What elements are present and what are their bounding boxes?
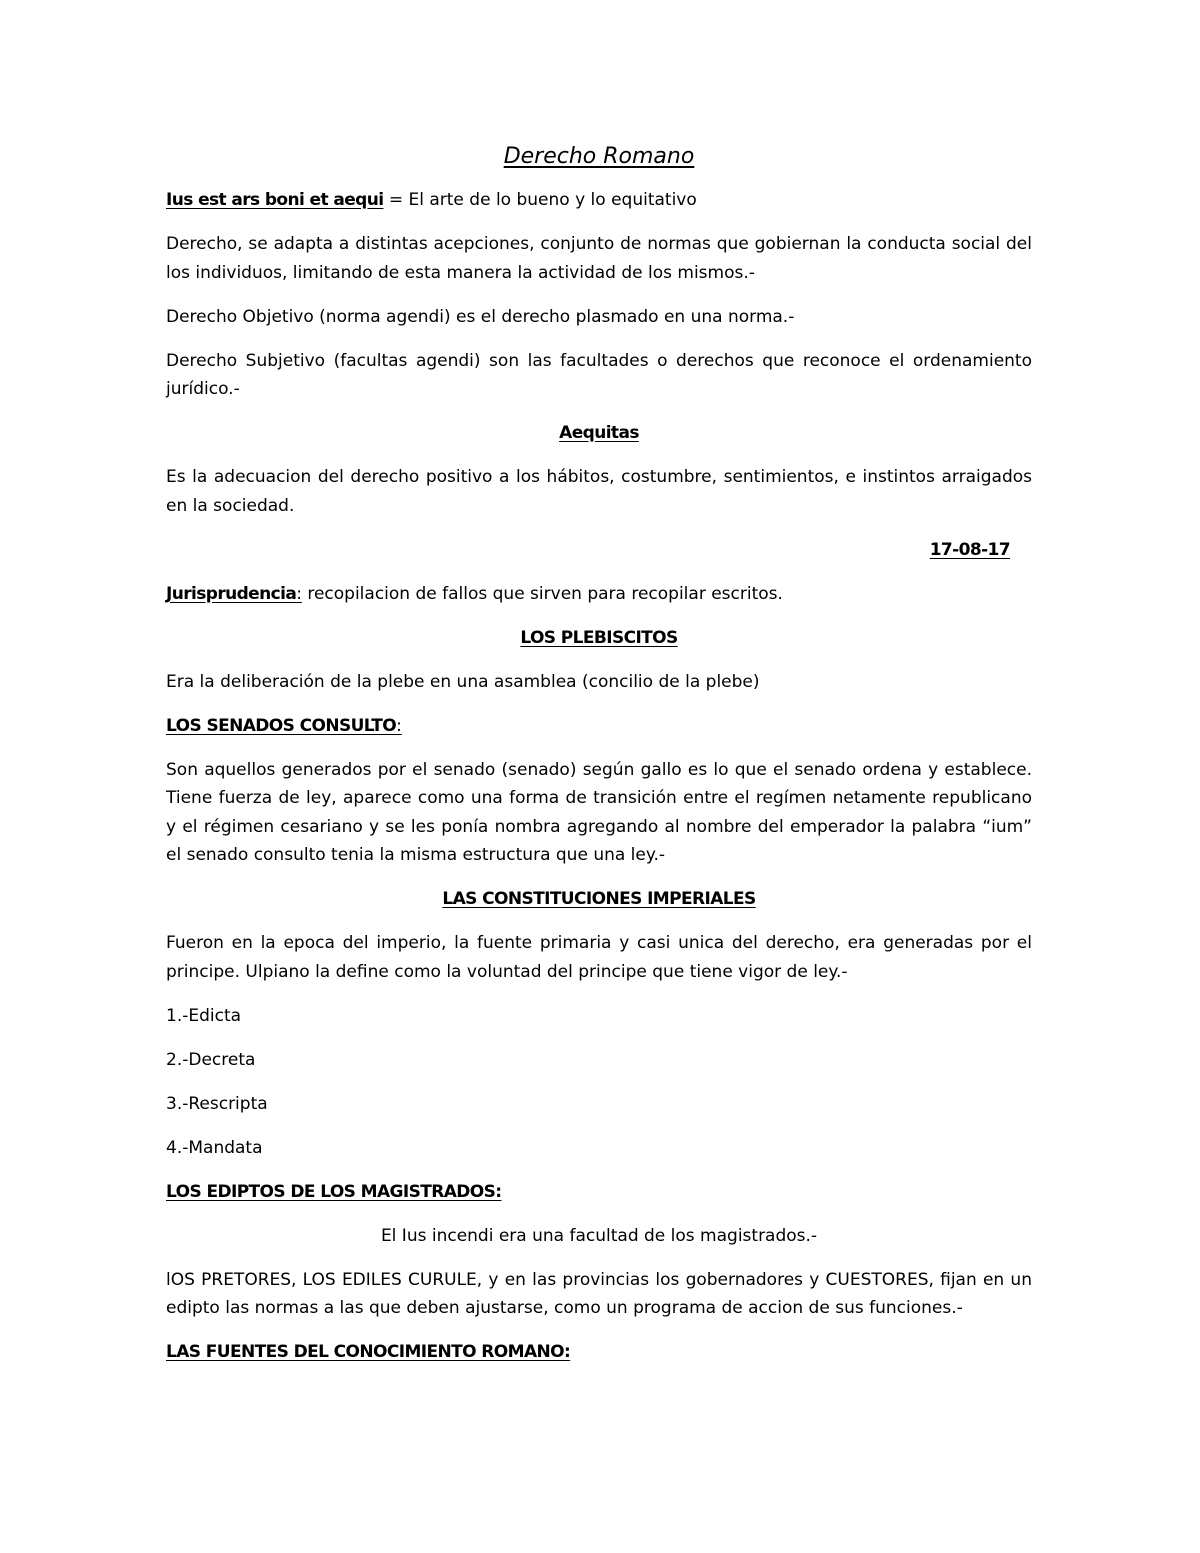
maxim-translation: = El arte de lo bueno y lo equitativo (383, 190, 697, 210)
derecho-objetivo-paragraph: Derecho Objetivo (norma agendi) es el derecho plasmado en una norma.- (166, 306, 795, 327)
jurisprudencia-colon: : (296, 583, 302, 604)
ius-incendi-paragraph: El Ius incendi era una facultad de los magistrados.- (380, 1225, 818, 1246)
derecho-subjetivo-paragraph: Derecho Subjetivo (facultas agendi) son las facultades o derechos que reconoce el ordenamiento jurídico.- (166, 350, 1032, 399)
page-title: Derecho Romano (503, 144, 695, 169)
senados-paragraph: Son aquellos generados por el senado (senado) según gallo es lo que el senado ordena y establece. Tiene fuerza de ley, aparece como una forma de transición entre el regímen netamente republicano y el régimen cesariano y se les ponía nombra agregando al nombre del emperador la palabra “ium” el senado consulto tenia la misma estructura que una ley.- (166, 759, 1032, 865)
document-body (166, 140, 1032, 1382)
heading-constituciones: LAS CONSTITUCIONES IMPERIALES (442, 889, 756, 909)
jurisprudencia-paragraph (166, 580, 1032, 609)
heading-fuentes: LAS FUENTES DEL CONOCIMIENTO ROMANO: (166, 1342, 571, 1362)
heading-aequitas: Aequitas (559, 423, 639, 443)
latin-maxim: Ius est ars boni et aequi (166, 190, 384, 210)
jurisprudencia-definition: recopilacion de fallos que sirven para recopilar escritos. (301, 583, 783, 604)
maxim-paragraph (166, 186, 1032, 215)
heading-edictos: LOS EDIPTOS DE LOS MAGISTRADOS: (166, 1181, 502, 1202)
heading-plebiscitos: LOS PLEBISCITOS (520, 627, 678, 648)
senados-colon: : (396, 715, 402, 736)
aequitas-paragraph: Es la adecuacion del derecho positivo a los hábitos, costumbre, sentimientos, e instintos arraigados en la sociedad. (166, 467, 1032, 516)
list-item: 4.-Mandata (166, 1137, 263, 1158)
list-item: 1.-Edicta (166, 1005, 242, 1026)
pretores-paragraph: lOS PRETORES, LOS EDILES CURULE, y en las provincias los gobernadores y CUESTORES, fijan en un edipto las normas a las que deben ajustarse, como un programa de accion de sus funciones.- (166, 1269, 1032, 1318)
derecho-paragraph: Derecho, se adapta a distintas acepciones, conjunto de normas que gobiernan la conducta social del los individuos, limitando de esta manera la actividad de los mismos.- (166, 234, 1032, 283)
list-item: 3.-Rescripta (166, 1093, 268, 1114)
date-heading: 17-08-17 (929, 539, 1010, 560)
senados-heading-line (166, 712, 1032, 741)
list-item: 2.-Decreta (166, 1049, 256, 1070)
plebiscitos-paragraph: Era la deliberación de la plebe en una asamblea (concilio de la plebe) (166, 671, 760, 692)
constituciones-paragraph: Fueron en la epoca del imperio, la fuente primaria y casi unica del derecho, era generadas por el principe. Ulpiano la define como la voluntad del principe que tiene vigor de ley.- (166, 933, 1032, 982)
jurisprudencia-term: Jurisprudencia (166, 583, 297, 604)
heading-senados-consulto: LOS SENADOS CONSULTO (166, 715, 397, 736)
